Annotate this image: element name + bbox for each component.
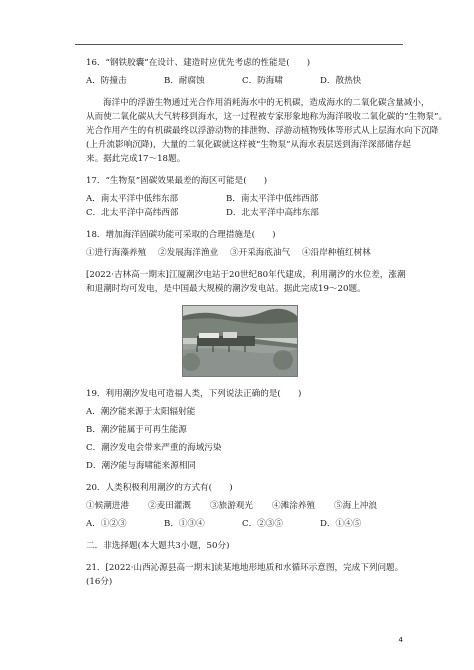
q19-option-a: A．潮汐能来源于太阳辐射能 [86,407,196,417]
q20-options [86,517,404,531]
passage-tidal [86,268,404,296]
q18-item-2: ②发展海洋渔业 [158,248,219,258]
q17-stem: 17．“生物泵”固碳效果最差的海区可能是( ) [86,176,268,186]
q21-stem [86,561,404,589]
passage-line: (上升流影响沉降)，大量的二氧化碳就这样被“生物泵”从海水表层送到海洋深部储存起 [86,140,411,150]
page-number: 4 [398,636,403,644]
q17-options-row1 [86,192,404,206]
q19-option-b: B．潮汐能属于可再生能源 [86,425,187,435]
passage-line: 海洋中的浮游生物通过光合作用消耗海水中的无机碳，造成海水的二氧化碳含量减小， [103,98,430,108]
q16-stem: 16．“钢铁胶囊”在设计、建造时应优先考虑的性能是( ) [86,58,311,68]
q20-option-c: C．②③⑤ [242,519,283,529]
q20-item-1: ①候潮进港 [86,501,129,511]
q19-option-d: D．潮汐能与海啸能来源相同 [86,461,197,471]
q19-option-c: C．潮汐发电会带来严重的海域污染 [86,443,222,453]
q18-stem: 18．增加海洋固碳功能可采取的合理措施是( ) [86,230,276,240]
q16-option-b: B．耐腐蚀 [164,76,205,86]
q20-item-3: ③旅游观光 [210,501,253,511]
q17-option-c: C．北太平洋中高纬西部 [86,208,179,218]
passage-line: 从而使二氧化碳从大气转移到海水，这一过程被专家形象地称为海洋吸收二氧化碳的“生物泵”。 [86,112,448,122]
q20-stem: 20．人类积极利用潮汐的方式有( ) [86,483,233,493]
passage-line: 和退潮时均可发电，是中国最大规模的潮汐发电站。据此完成19～20题。 [86,284,366,294]
q17-option-a: A．南太平洋中低纬东部 [86,194,179,204]
passage-line: [2022·吉林高一期末]江厦潮汐电站于20世纪80年代建成，利用潮汐的水位差，涨潮 [86,270,406,280]
q18-item-3: ③开采海底油气 [230,248,291,258]
q16-options [86,74,404,88]
top-rule [75,44,403,45]
passage-bio-pump [86,96,448,166]
q17-option-d: D．北太平洋中高纬东部 [226,208,319,218]
q21-line: 21．[2022·山西沁源县高一期末]读某地地形地质和水循环示意图，完成下列问题。 [86,563,404,573]
q16-option-d: D．散热快 [320,76,362,86]
q20-item-5: ⑤海上冲浪 [334,501,377,511]
tidal-station-image [183,306,297,376]
q17-option-b: B．南太平洋中低纬西部 [226,194,319,204]
q21-line: (16分) [86,577,113,587]
q20-option-b: B．①③④ [164,519,205,529]
q16-option-a: A．防撞击 [86,76,127,86]
section-heading: 二．非选择题(本大题共3小题，50分) [86,541,230,551]
q20-option-d: D．①④⑤ [320,519,362,529]
q20-item-2: ②麦田灌溉 [148,501,191,511]
tidal-power-station-photo [182,305,298,377]
q18-options [86,246,404,260]
q20-item-4: ④滩涂养殖 [272,501,315,511]
q18-item-1: ①进行海藻养殖 [86,248,147,258]
page-content [86,56,448,589]
q20-items [86,499,404,513]
q19-stem: 19．利用潮汐发电可造福人类，下列说法正确的是( ) [86,389,302,399]
q17-options-row2 [86,206,404,220]
q18-item-4: ④沿岸种植红树林 [302,248,371,258]
q16-option-c: C．防海啸 [242,76,283,86]
passage-line: 来。据此完成17～18题。 [86,154,186,164]
passage-line: 光合作用产生的有机碳最终以浮游动物的排泄物、浮游动植物残体等形式从上层海水向下沉降 [86,126,439,136]
q20-option-a: A．①②③ [86,519,127,529]
